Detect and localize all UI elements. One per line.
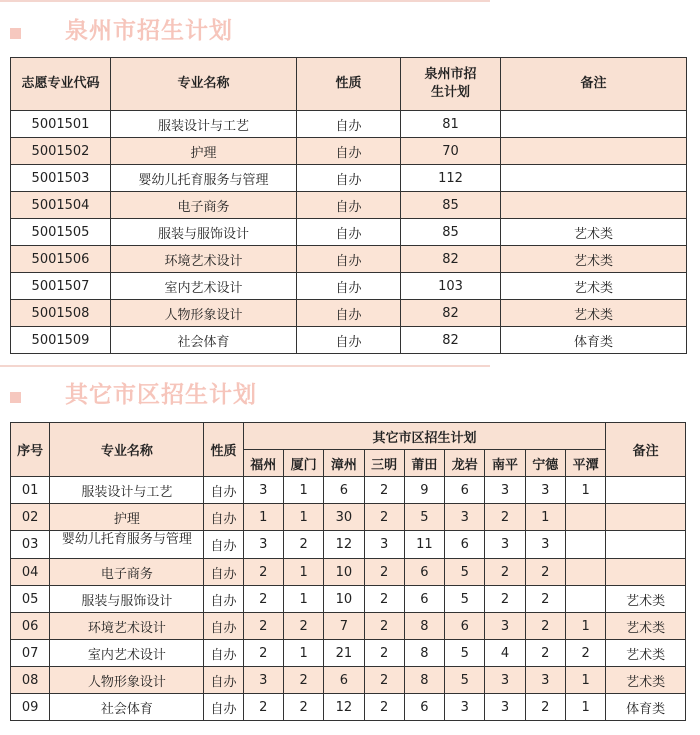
table-row	[11, 640, 686, 667]
table-row	[11, 613, 686, 640]
cell-city-value: 6	[324, 667, 364, 694]
cell-city-value: 1	[283, 477, 323, 504]
cell-name: 人物形象设计	[111, 300, 297, 327]
cell-city-value: 6	[445, 477, 485, 504]
cell-city-value: 4	[485, 640, 525, 667]
cell-type: 自办	[297, 192, 401, 219]
header-city: 福州	[243, 450, 283, 477]
cell-city-value	[565, 586, 605, 613]
cell-plan: 85	[401, 219, 501, 246]
cell-note	[501, 138, 687, 165]
cell-city-value: 6	[324, 477, 364, 504]
table-row	[11, 138, 687, 165]
cell-city-value: 2	[525, 640, 565, 667]
cell-city-value: 2	[243, 613, 283, 640]
header-major-name: 专业名称	[111, 58, 297, 111]
cell-city-value: 2	[364, 613, 404, 640]
cell-note	[606, 531, 686, 559]
cell-plan: 82	[401, 246, 501, 273]
header-note: 备注	[606, 423, 686, 477]
cell-city-value	[565, 531, 605, 559]
cell-type: 自办	[204, 531, 243, 559]
mid-divider	[0, 365, 490, 367]
cell-city-value: 1	[565, 667, 605, 694]
header-city: 三明	[364, 450, 404, 477]
cell-type: 自办	[204, 694, 243, 721]
cell-city-value: 3	[525, 531, 565, 559]
cell-note	[501, 111, 687, 138]
cell-city-value: 6	[404, 694, 444, 721]
cell-seq: 06	[11, 613, 50, 640]
cell-city-value: 2	[364, 477, 404, 504]
cell-city-value: 1	[565, 477, 605, 504]
top-divider	[0, 0, 490, 2]
cell-type: 自办	[204, 477, 243, 504]
cell-city-value: 3	[525, 667, 565, 694]
cell-name: 护理	[50, 504, 204, 531]
cell-type: 自办	[204, 559, 243, 586]
cell-city-value: 1	[565, 694, 605, 721]
cell-city-value: 3	[485, 477, 525, 504]
header-type: 性质	[297, 58, 401, 111]
cell-plan: 82	[401, 327, 501, 354]
cell-city-value: 2	[364, 640, 404, 667]
table-row	[11, 246, 687, 273]
cell-city-value: 2	[243, 586, 283, 613]
cell-city-value: 2	[283, 531, 323, 559]
cell-type: 自办	[297, 246, 401, 273]
square-bullet-icon	[10, 392, 21, 403]
cell-city-value: 2	[364, 586, 404, 613]
cell-plan: 85	[401, 192, 501, 219]
cell-name: 婴幼儿托育服务与管理	[50, 531, 204, 559]
cell-code: 5001504	[11, 192, 111, 219]
cell-plan: 112	[401, 165, 501, 192]
cell-city-value: 2	[525, 559, 565, 586]
cell-city-value: 3	[364, 531, 404, 559]
cell-plan: 81	[401, 111, 501, 138]
cell-city-value: 11	[404, 531, 444, 559]
cell-note	[606, 504, 686, 531]
header-plan: 泉州市招生计划	[401, 58, 501, 111]
cell-code: 5001507	[11, 273, 111, 300]
cell-city-value: 1	[283, 640, 323, 667]
cell-city-value: 5	[404, 504, 444, 531]
cell-name: 社会体育	[50, 694, 204, 721]
table-row	[11, 165, 687, 192]
cell-type: 自办	[204, 613, 243, 640]
other-cities-plan-table	[10, 422, 686, 721]
quanzhou-plan-table	[10, 57, 687, 354]
table-row	[11, 504, 686, 531]
cell-note: 体育类	[606, 694, 686, 721]
cell-city-value: 3	[485, 613, 525, 640]
cell-note	[501, 165, 687, 192]
cell-note	[606, 477, 686, 504]
cell-seq: 03	[11, 531, 50, 559]
cell-type: 自办	[204, 586, 243, 613]
cell-type: 自办	[297, 327, 401, 354]
cell-note: 艺术类	[606, 640, 686, 667]
cell-city-value: 2	[525, 694, 565, 721]
cell-name: 人物形象设计	[50, 667, 204, 694]
cell-city-value: 8	[404, 640, 444, 667]
cell-code: 5001509	[11, 327, 111, 354]
cell-city-value: 2	[243, 640, 283, 667]
cell-name: 服装设计与工艺	[111, 111, 297, 138]
cell-city-value: 2	[364, 559, 404, 586]
header-city: 平潭	[565, 450, 605, 477]
cell-code: 5001501	[11, 111, 111, 138]
header-note: 备注	[501, 58, 687, 111]
cell-city-value: 8	[404, 667, 444, 694]
header-type: 性质	[204, 423, 243, 477]
cell-type: 自办	[297, 165, 401, 192]
cell-city-value: 3	[485, 694, 525, 721]
cell-city-value: 2	[283, 667, 323, 694]
cell-note: 艺术类	[606, 667, 686, 694]
cell-note: 艺术类	[606, 613, 686, 640]
cell-seq: 07	[11, 640, 50, 667]
cell-city-value: 2	[283, 694, 323, 721]
cell-seq: 04	[11, 559, 50, 586]
cell-city-value: 2	[485, 504, 525, 531]
cell-city-value: 10	[324, 586, 364, 613]
cell-plan: 70	[401, 138, 501, 165]
cell-city-value: 1	[283, 559, 323, 586]
cell-note	[606, 559, 686, 586]
table-row	[11, 586, 686, 613]
header-city: 莆田	[404, 450, 444, 477]
cell-city-value: 2	[364, 504, 404, 531]
cell-code: 5001505	[11, 219, 111, 246]
cell-city-value: 1	[525, 504, 565, 531]
cell-city-value: 3	[445, 504, 485, 531]
cell-seq: 01	[11, 477, 50, 504]
cell-code: 5001502	[11, 138, 111, 165]
header-city: 厦门	[283, 450, 323, 477]
cell-note	[501, 192, 687, 219]
cell-city-value: 3	[525, 477, 565, 504]
cell-code: 5001506	[11, 246, 111, 273]
cell-city-value	[565, 559, 605, 586]
cell-city-value: 12	[324, 694, 364, 721]
cell-name: 婴幼儿托育服务与管理	[111, 165, 297, 192]
cell-city-value: 7	[324, 613, 364, 640]
table-row	[11, 273, 687, 300]
cell-city-value: 3	[485, 667, 525, 694]
header-city-group: 其它市区招生计划	[243, 423, 606, 450]
table-row	[11, 111, 687, 138]
cell-city-value: 1	[283, 586, 323, 613]
cell-city-value: 2	[525, 613, 565, 640]
cell-type: 自办	[204, 640, 243, 667]
cell-city-value: 8	[404, 613, 444, 640]
table-row	[11, 327, 687, 354]
cell-city-value: 3	[485, 531, 525, 559]
cell-city-value: 1	[243, 504, 283, 531]
cell-plan: 103	[401, 273, 501, 300]
cell-city-value: 2	[485, 559, 525, 586]
cell-city-value: 9	[404, 477, 444, 504]
cell-city-value: 3	[243, 531, 283, 559]
cell-city-value: 10	[324, 559, 364, 586]
cell-type: 自办	[204, 504, 243, 531]
cell-seq: 02	[11, 504, 50, 531]
section-header-other	[10, 372, 257, 412]
cell-seq: 08	[11, 667, 50, 694]
header-code: 志愿专业代码	[11, 58, 111, 111]
cell-city-value: 2	[243, 694, 283, 721]
cell-name: 室内艺术设计	[111, 273, 297, 300]
cell-name: 室内艺术设计	[50, 640, 204, 667]
cell-note: 艺术类	[501, 273, 687, 300]
header-city: 漳州	[324, 450, 364, 477]
cell-type: 自办	[297, 111, 401, 138]
square-bullet-icon	[10, 28, 21, 39]
table-row	[11, 192, 687, 219]
cell-type: 自办	[204, 667, 243, 694]
cell-name: 电子商务	[111, 192, 297, 219]
table-row	[11, 559, 686, 586]
cell-city-value: 1	[283, 504, 323, 531]
table-row	[11, 531, 686, 559]
cell-note: 艺术类	[501, 246, 687, 273]
cell-city-value: 2	[364, 694, 404, 721]
cell-seq: 09	[11, 694, 50, 721]
cell-city-value: 5	[445, 667, 485, 694]
cell-code: 5001503	[11, 165, 111, 192]
table-row	[11, 477, 686, 504]
cell-seq: 05	[11, 586, 50, 613]
cell-city-value: 2	[525, 586, 565, 613]
cell-name: 服装与服饰设计	[111, 219, 297, 246]
cell-plan: 82	[401, 300, 501, 327]
cell-city-value: 6	[445, 531, 485, 559]
cell-city-value: 5	[445, 640, 485, 667]
cell-name: 服装与服饰设计	[50, 586, 204, 613]
cell-name: 电子商务	[50, 559, 204, 586]
cell-city-value: 12	[324, 531, 364, 559]
cell-note: 体育类	[501, 327, 687, 354]
cell-city-value: 3	[243, 477, 283, 504]
cell-city-value: 2	[243, 559, 283, 586]
cell-city-value: 6	[445, 613, 485, 640]
cell-name: 环境艺术设计	[50, 613, 204, 640]
cell-city-value: 21	[324, 640, 364, 667]
table-row	[11, 219, 687, 246]
cell-city-value: 6	[404, 559, 444, 586]
cell-type: 自办	[297, 138, 401, 165]
cell-name: 服装设计与工艺	[50, 477, 204, 504]
section-title-quanzhou: 泉州市招生计划	[65, 17, 233, 44]
cell-city-value: 5	[445, 586, 485, 613]
cell-city-value: 1	[565, 613, 605, 640]
cell-city-value: 2	[364, 667, 404, 694]
cell-note: 艺术类	[501, 300, 687, 327]
cell-note: 艺术类	[501, 219, 687, 246]
table-row	[11, 300, 687, 327]
cell-code: 5001508	[11, 300, 111, 327]
section-title-other: 其它市区招生计划	[65, 381, 257, 408]
cell-type: 自办	[297, 300, 401, 327]
header-seq: 序号	[11, 423, 50, 477]
cell-type: 自办	[297, 273, 401, 300]
cell-city-value: 6	[404, 586, 444, 613]
cell-note: 艺术类	[606, 586, 686, 613]
cell-city-value: 2	[485, 586, 525, 613]
cell-city-value: 2	[283, 613, 323, 640]
cell-city-value	[565, 504, 605, 531]
section-header-quanzhou	[10, 8, 233, 48]
header-city: 龙岩	[445, 450, 485, 477]
table-row	[11, 667, 686, 694]
header-major-name: 专业名称	[50, 423, 204, 477]
cell-city-value: 3	[445, 694, 485, 721]
header-city: 南平	[485, 450, 525, 477]
cell-type: 自办	[297, 219, 401, 246]
cell-name: 护理	[111, 138, 297, 165]
cell-city-value: 2	[565, 640, 605, 667]
cell-name: 社会体育	[111, 327, 297, 354]
cell-city-value: 5	[445, 559, 485, 586]
cell-city-value: 30	[324, 504, 364, 531]
cell-city-value: 3	[243, 667, 283, 694]
header-city: 宁德	[525, 450, 565, 477]
table-row	[11, 694, 686, 721]
cell-name: 环境艺术设计	[111, 246, 297, 273]
